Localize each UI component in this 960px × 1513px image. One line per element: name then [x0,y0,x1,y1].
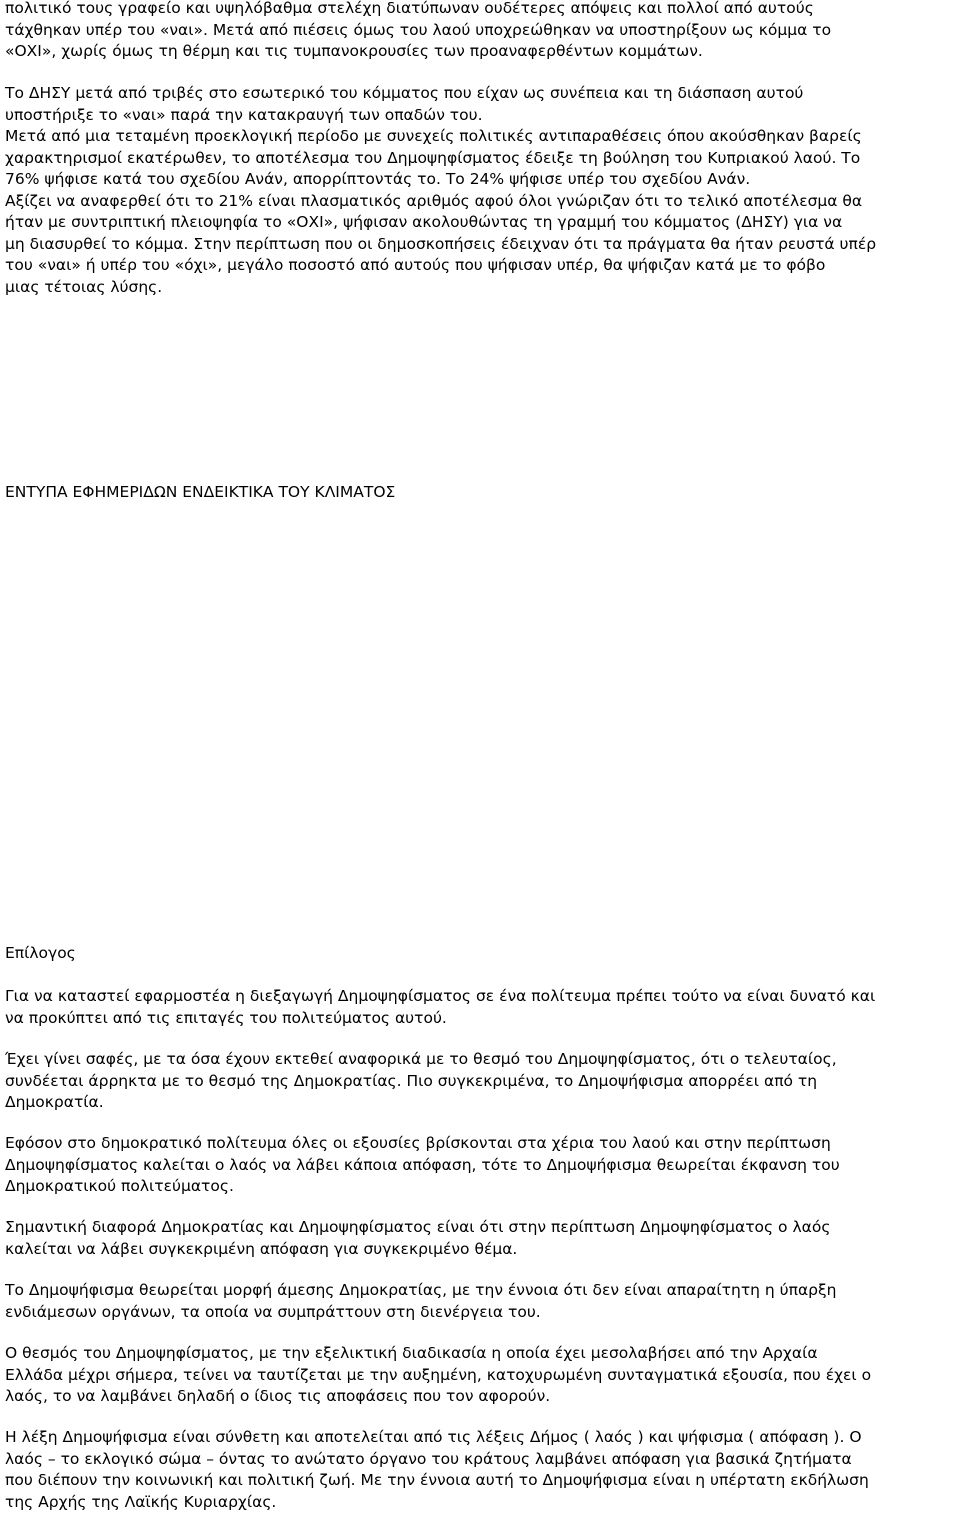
text-line: Σημαντική διαφορά Δημοκρατίας και Δημοψηφίσματος είναι ότι στην περίπτωση Δημοψηφίσματος ο λαός [5,1218,831,1236]
text-line: Η λέξη Δημοψήφισμα είναι σύνθετη και αποτελείται από τις λέξεις Δήμος ( λαός ) και ψήφισμα ( απόφαση ). Ο [5,1428,862,1446]
text-line: να προκύπτει από τις επιταγές του πολιτεύματος αυτού. [5,1008,447,1027]
text-line: 76% ψήφισε κατά του σχεδίου Ανάν, απορρίπτοντάς το. Το 24% ψήφισε υπέρ του σχεδίου Ανάν. [5,170,751,188]
paragraph-1 [5,986,960,1029]
paragraph-referendum-result [5,83,960,298]
text-line: μη διασυρθεί το κόμμα. Στην περίπτωση που οι δημοσκοπήσεις έδειχναν ότι τα πράγματα θα ήταν ρευστά υπέρ [5,234,877,253]
heading-text: ΕΝΤΥΠΑ ΕΦΗΜΕΡΙΔΩΝ ΕΝΔΕΙΚΤΙΚΑ ΤΟΥ ΚΛΙΜΑΤΟΣ [5,483,396,501]
text-line: τάχθηκαν υπέρ του «ναι». Μετά από πιέσεις όμως του λαού υποχρεώθηκαν να υποστηρίξουν ως κόμμα το [5,20,832,39]
text-line: Το ΔΗΣΥ μετά από τριβές στο εσωτερικό του κόμματος που είχαν ως συνέπεια και τη διάσπαση αυτού [5,84,804,102]
paragraph-3 [5,1133,960,1198]
section-heading-press [5,482,960,504]
heading-text: Επίλογος [5,944,76,962]
paragraph-4 [5,1217,960,1260]
paragraph-party-positions [5,0,960,63]
text-line: λαός – το εκλογικό σώμα – όντας το ανώτατο όργανο του κράτους λαμβάνει απόφαση για βασικά ζητήματα [5,1449,852,1468]
text-line: λαός, το να λαμβάνει δηλαδή ο ίδιος τις αποφάσεις που τον αφορούν. [5,1387,551,1405]
paragraph-5 [5,1280,960,1323]
text-line: ήταν με συντριπτική πλειοψηφία το «ΟΧΙ», ψήφισαν ακολουθώντας τη γραμμή του κόμματος (ΔΗΣΥ) για να [5,213,843,231]
text-line: Το Δημοψήφισμα θεωρείται μορφή άμεσης Δημοκρατίας, με την έννοια ότι δεν είναι απαραίτητη η ύπαρξη [5,1281,837,1299]
text-line: Δημοκρατικού πολιτεύματος. [5,1177,234,1195]
text-line: καλείται να λάβει συγκεκριμένη απόφαση για συγκεκριμένο θέμα. [5,1239,518,1258]
paragraph-6 [5,1343,960,1408]
text-line: υποστήριξε το «ναι» παρά την κατακραυγή των οπαδών του. [5,105,483,124]
text-line: ενδιάμεσων οργάνων, τα οποία να συμπράττουν στη διενέργεια του. [5,1302,541,1321]
paragraph-7 [5,1427,960,1513]
text-line: Μετά από μια τεταμένη προεκλογική περίοδο με συνεχείς πολιτικές αντιπαραθέσεις όπου ακούσθηκαν βαρείς [5,127,862,145]
text-line: Έχει γίνει σαφές, με τα όσα έχουν εκτεθεί αναφορικά με το θεσμό του Δημοψηφίσματος, ότι ο τελευταίος, [5,1050,837,1068]
text-line: μιας τέτοιας λύσης. [5,277,163,296]
section-heading-epilogue [5,943,960,965]
text-line: που διέπουν την κοινωνική και πολιτική ζωή. Με την έννοια αυτή το Δημοψήφισμα είναι η υπέρτατη εκδήλωση [5,1471,869,1489]
text-line: του «ναι» ή υπέρ του «όχι», μεγάλο ποσοστό από αυτούς που ψήφισαν υπέρ, θα ψήφιζαν κατά με το φόβο [5,256,826,274]
text-line: χαρακτηρισμοί εκατέρωθεν, το αποτέλεσμα του Δημοψηφίσματος έδειξε τη βούληση του Κυπριακού λαού. Το [5,148,861,167]
text-line: Ο θεσμός του Δημοψηφίσματος, με την εξελικτική διαδικασία η οποία έχει μεσολαβήσει από την Αρχαία [5,1344,818,1362]
text-line: πολιτικό τους γραφείο και υψηλόβαθμα στελέχη διατύπωναν ουδέτερες απόψεις και πολλοί από αυτούς [5,0,814,17]
text-line: Αξίζει να αναφερθεί ότι το 21% είναι πλασματικός αριθμός αφού όλοι γνώριζαν ότι το τελικό αποτέλεσμα θα [5,191,863,210]
text-line: της Αρχής της Λαϊκής Κυριαρχίας. [5,1492,277,1511]
text-line: «ΟΧΙ», χωρίς όμως τη θέρμη και τις τυμπανοκρουσίες των προαναφερθέντων κομμάτων. [5,42,703,60]
text-line: Δημοψηφίσματος καλείται ο λαός να λάβει κάποια απόφαση, τότε το Δημοψήφισμα θεωρείται έκφανση του [5,1155,840,1174]
text-line: συνδέεται άρρηκτα με το θεσμό της Δημοκρατίας. Πιο συγκεκριμένα, το Δημοψήφισμα απορρέει από τη [5,1071,818,1090]
text-line: Ελλάδα μέχρι σήμερα, τείνει να ταυτίζεται με την αυξημένη, κατοχυρωμένη συνταγματικά εξουσία, που έχει ο [5,1365,872,1384]
text-line: Εφόσον στο δημοκρατικό πολίτευμα όλες οι εξουσίες βρίσκονται στα χέρια του λαού και στην περίπτωση [5,1134,831,1152]
text-line: Δημοκρατία. [5,1093,104,1111]
text-line: Για να καταστεί εφαρμοστέα η διεξαγωγή Δημοψηφίσματος σε ένα πολίτευμα πρέπει τούτο να είναι δυνατό και [5,987,876,1005]
paragraph-2 [5,1049,960,1114]
